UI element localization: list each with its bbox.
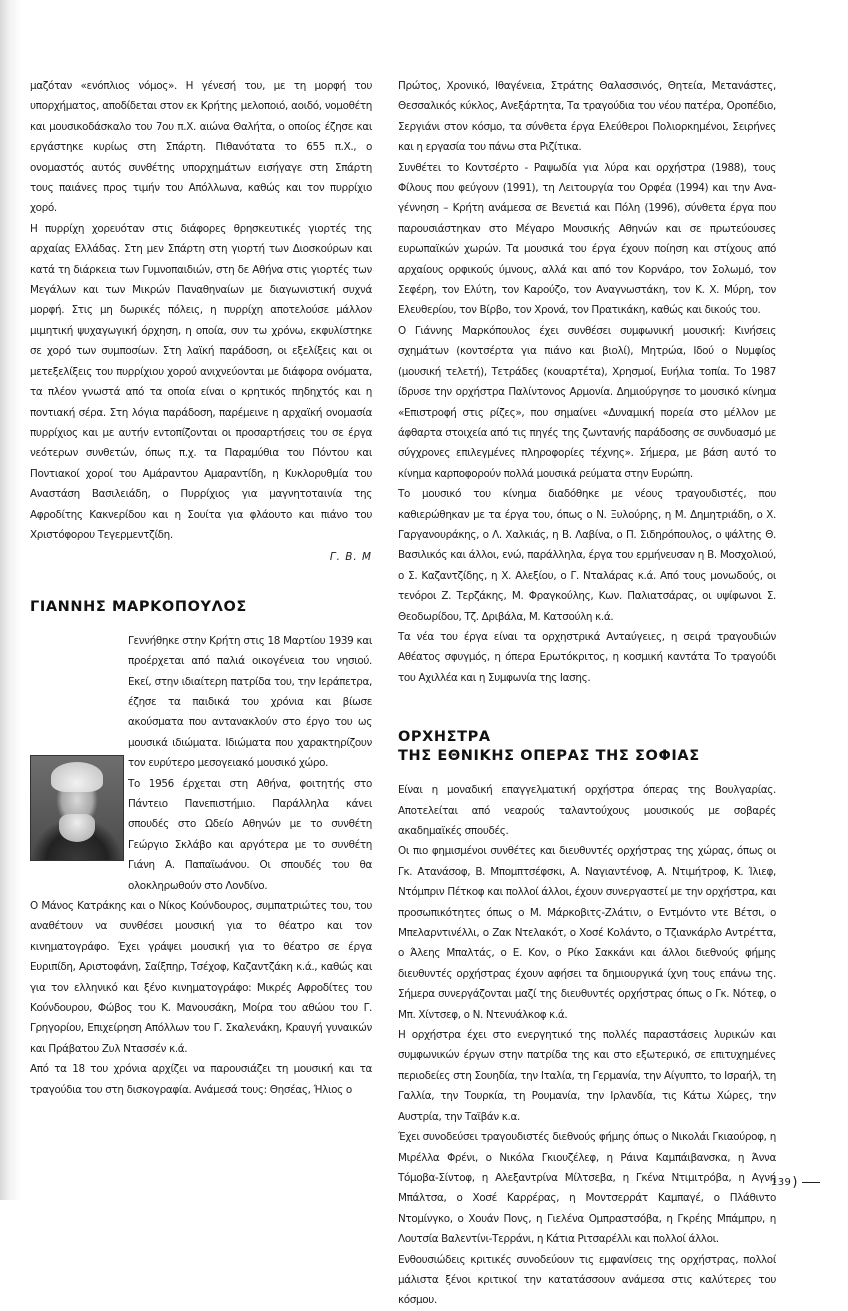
orchestra-paragraph-1: Είναι η μοναδική επαγγελματική ορχήστρα όπερας της Βουλγαρίας. Αποτελείται από νεαρούς ταλαντούχους μουσικούς με σοβαρές ακαδημαϊκές σπουδές. (398, 784, 776, 837)
page-number-text: 139 (770, 1177, 792, 1188)
markopoulos-paragraph-3: Ο Μάνος Κατράκης και ο Νίκος Κούνδουρος, συμπατριώτες του, του αναθέτουν να συνθέσει μουσική για το θέατρο και τον κινηματογράφο. Έχει γράψει μουσική για το θέατρο σε έργα Ευριπίδη, Αριστοφάνη, Σαίξπηρ, Τσέχοφ, Καζαντζάκη κ.ά., καθώς και για τον ελληνικό και ξένο κινηματογράφο: Μικρές Αφροδίτες του Κούνδουρου, Φώβος του Κ. Μανουσάκη, Μοίρα του αθώου του Γ. Γρηγορίου, Επιχείρηση Απόλλων του Γ. Σκαλενάκη, Κραυγή γυναικών και Πράβατου Ζυλ Ντασσέν κ.ά. (30, 900, 372, 1055)
right-column (398, 76, 776, 1311)
page-number-bracket: ) (792, 1175, 798, 1190)
biography-block (30, 631, 372, 896)
intro-paragraph-1: μαζόταν «ενόπλιος νόμος». Η γένεσή του, με τη μορφή του υπορχήματος, αποδίδεται στον εκ Κρήτης μελοποιό, αοιδό, νομοθέτη και μουσικοδάσκαλο του 7ου π.Χ. αιώνα Θαλήτα, ο οποίος έζησε και εργάστηκε κυρίως στη Σπάρτη. Πιθανότατα το 655 π.Χ., ο ονομαστός αυτός συνθέτης υπορχημάτων εισήγαγε στη Σπάρτη τους παιάνες προς τιμήν του Απόλλωνα, καθώς και τον πυρρίχιο χορό. (30, 80, 372, 215)
orchestra-paragraph-3: Η ορχήστρα έχει στο ενεργητικό της πολλές παραστάσεις λυρικών και συμφωνικών έργων στην πατρίδα της και στο εξωτερικό, σε επιτυχημένες περιοδείες στη Σουηδία, την Ιταλία, τη Γερμανία, την Αίγυπτο, το Ισραήλ, τη Γαλλία, την Τουρκία, τη Ρουμανία, την Ιρλανδία, τις Κάτω Χώρες, την Αυστρία, την Ταϊβάν κ.α. (398, 1029, 776, 1123)
orchestra-paragraph-2: Οι πιο φημισμένοι συνθέτες και διευθυντές ορχήστρας της χώρας, όπως οι Γκ. Ατανάσοφ, Β. Μπομπτσέφσκι, Α. Ναγιαντένοφ, Α. Ντιμήτροφ, Κ. Ίλιεφ, Ντόμπριν Πέτκοφ και πολλοί άλλοι, έχουν συνεργαστεί με την ορχήστρα, και προσωπικότητες όπως ο Μ. Μάρκοβιτς-Ζλάτιν, ο Εντμόντο ντε Βέτσι, ο Μπελαρντινέλλι, ο Ζακ Ντελακότ, ο Χοσέ Κολάντο, ο Τζιανκάρλο Αντρέττα, ο Άλεης Μπαλτάς, ο Ε. Κον, ο Ρίκο Σακκάνι και άλλοι διεθνούς φήμης διευθυντές ορχήστρας έχουν αφήσει τα δημιουργικά ίχνη τους επάνω της. Σήμερα συνεργάζονται μαζί της διευθυντές ορχήστρας όπως ο Γκ. Νότεφ, ο Μπ. Χίντσεφ, ο Ν. Ντενυάλκοφ κ.ά. (398, 845, 776, 1021)
section-title-markopoulos: ΓΙΑΝΝΗΣ ΜΑΡΚΟΠΟΥΛΟΣ (30, 598, 247, 615)
orchestra-paragraph-5: Ενθουσιώδεις κριτικές συνοδεύουν τις εμφανίσεις της ορχήστρας, πολλοί μάλιστα ξένοι κριτικοί την κατατάσσουν ανάμεσα στις καλύτερες του κόσμου. (398, 1253, 776, 1307)
orchestra-section-heading (398, 728, 776, 766)
biography-text (128, 631, 372, 896)
compositions-paragraph: Συνθέτει το Κοντσέρτο - Ραψωδία για λύρα και ορχήστρα (1988), τους Φίλους που φεύγουν (1991), τη Λειτουργία του Ορφέα (1994) και την Ανα-γέννηση – Κρήτη ανάμεσα σε Βενετιά και Πόλη (1996), σύνθετα έργα που παρουσιάστηκαν στο Μέγαρο Μουσικής Αθηνών και σε πρωτεύουσες ευρωπαϊκών χωρών. Τα μουσικά του έργα έχουν ποίηση και στίχους από αρχαίους ορφικούς ύμνους, αλλά και από τον Κορνάρο, τον Σολωμό, τον Σεφέρη, τον Ελύτη, τον Καρούζο, τον Αναγνωστάκη, τον Κ. Χ. Μύρη, τον Ελευθερίου, τον Βίρβο, τον Χρονά, τον Πρατικάκη, καθώς και δικούς του. (398, 161, 776, 317)
orchestra-paragraph-4: Έχει συνοδεύσει τραγουδιστές διεθνούς φήμης όπως ο Νικολάι Γκιαούροφ, η Μιρέλλα Φρένι, ο Νικόλα Γκιουζέλεφ, η Ράινα Καμπάιβανσκα, η Άννα Τόμοβα-Σίντοφ, η Αλεξαντρίνα Μίλτσεβα, η Γκένα Ντιμιτρόβα, η Αγνή Μπάλτσα, ο Χοσέ Καρρέρας, η Μοντσερράτ Καμπαγέ, ο Πλάθιντο Ντομίνγκο, ο Χουάν Πονς, η Γιελένα Ομπραστσόβα, η Γκρέης Μπάμπρυ, η Λουτσία Βαλεντίνι-Τερράνι, η Κάτια Ριτσαρέλλι και πολλοί άλλοι. (398, 1131, 776, 1246)
bio-paragraph-1: Γεννήθηκε στην Κρήτη στις 18 Μαρτίου 1939 και προέρχεται από παλιά οικογένεια του νησιού. Εκεί, στην ιδιαίτερη πατρίδα του, την Ιεράπετρα, έζησε τα παιδικά του χρόνια και βίωσε ακούσματα που αντανακλούν στο έργο του ως μουσικά ιδιώματα. Ιδιώματα που χαρακτηρίζουν τον ευρύτερο μεσογειακό μουσικό χώρο. (128, 634, 372, 770)
singers-paragraph: Το μουσικό του κίνημα διαδόθηκε με νέους τραγουδιστές, που καθιερώθηκαν με τα έργα του, όπως ο Ν. Ξυλούρης, η Μ. Δημητριάδη, ο Χ. Γαργανουράκης, ο Λ. Χαλκιάς, η Β. Λαβίνα, ο Π. Σιδηρόπουλος, ο ψάλτης Θ. Βασιλικός και άλλοι, ενώ, παράλληλα, έργα του ερμήνευσαν η Β. Μοσχολιού, ο Σ. Καζαντζίδης, η Χ. Αλεξίου, ο Γ. Νταλάρας κ.ά. Από τους μονωδούς, οι τενόροι Ζ. Τερζάκης, Μ. Φραγκούλης, Κων. Παλιατσάρας, οι υψίφωνοι Σ. Θεοδωρίδου, Τζ. Δριβάλα, Μ. Κατσούλη κ.ά. (398, 488, 776, 623)
markopoulos-paragraph-4: Από τα 18 του χρόνια αρχίζει να παρουσιάζει τη μουσική και τα τραγούδια του στη δισκογραφία. Ανάμεσά τους: Θησέας, Ήλιος ο (30, 1063, 372, 1096)
discography-paragraph: Πρώτος, Χρονικό, Ιθαγένεια, Στράτης Θαλασσινός, Θητεία, Μετανάστες, Θεσσαλικός κύκλος, Ανεξάρτητα, Τα τραγούδια του νέου πατέρα, Οροπέδιο, Σεργιάνι στον κόσμο, τα σύνθετα έργα Ελεύθεροι Πολιορκημένοι, Σειρήνες και η εργασία του πάνω στα Ριζίτικα. (398, 80, 776, 154)
bio-paragraph-2: Το 1956 έρχεται στη Αθήνα, φοιτητής στο Πάντειο Πανεπιστήμιο. Παράλληλα κάνει σπουδές στο Ωδείο Αθηνών με το συνθέτη Γεώργιο Σκλάβο και αργότερα με το συνθέτη Γιάνη Α. Παπαϊωάνου. Οι σπουδές του θα ολοκληρωθούν στο Λονδίνο. (128, 777, 372, 892)
section-title-orchestra-line2: ΤΗΣ ΕΘΝΙΚΗΣ ΟΠΕΡΑΣ ΤΗΣ ΣΟΦΙΑΣ (398, 748, 700, 765)
symphonic-paragraph: Ο Γιάννης Μαρκόπουλος έχει συνθέσει συμφωνική μουσική: Κινήσεις σχημάτων (κοντσέρτα για πιάνο και βιολί), Μητρώα, Ιδού ο Νυμφίος (μουσική τελετή), Τετράδες (κουαρτέτα), Χρησμοί, Ευήλια τοπία. Το 1987 ίδρυσε την ορχήστρα Παλίντονος Αρμονία. Δημιούργησε το μουσικό κίνημα «Επιστροφή στις ρίζες», που σημαίνει «Δυναμική πορεία στο μέλλον με άφθαρτα στοιχεία από τις πηγές της ζωντανής παράδοσης σε συνδυασμό με σύγχρονες επιλεγμένες πληροφορίες τέχνης». Σήμερα, με βάση αυτό το κίνημα καρποφορούν πολλά μουσικά ρεύματα στην Ευρώπη. (398, 324, 776, 480)
page-number-rule (802, 1182, 820, 1183)
author-signature: Γ. Β. Μ (329, 551, 372, 564)
left-column (30, 76, 372, 1100)
page-number (771, 1175, 820, 1190)
portrait-photo (30, 755, 124, 861)
section-title-orchestra-line1: ΟΡΧΗΣΤΡΑ (398, 729, 491, 746)
new-works-paragraph: Τα νέα του έργα είναι τα ορχηστρικά Ανταύγειες, η σειρά τραγουδιών Αθέατος σφυγμός, η όπερα Ερωτόκριτος, η κοσμική καντάτα Το τραγούδι του Αχιλλέα και η Συμφωνία της Ιασης. (398, 630, 776, 684)
intro-paragraph-2: Η πυρρίχη χορευόταν στις διάφορες θρησκευτικές γιορτές της αρχαίας Ελλάδας. Στη μεν Σπάρτη στη γιορτή των Διοσκούρων και κατά τη διάρκεια των Γυμνοπαιδιών, στη δε Αθήνα στις γιορτές των Μεγάλων και των Μικρών Παναθηναίων με διαγωνιστική συχνά μορφή. Στις μη δωρικές πόλεις, η πυρρίχη αποτελούσε μάλλον μιμητική ψυχαγωγική όρχηση, η οποία, συν τω χρόνω, εκφυλίστηκε σε χορό των συμποσίων. Στη λαϊκή παράδοση, οι εξελίξεις και οι μετεξελίξεις του πυρρίχιου χορού ανιχνεύονται με διάφορα ονόματα, τα πλέον γνωστά από τα οποία είναι ο κρητικός πηδηχτός και η ποντιακή σέρα. Στη λόγια παράδοση, παρέμεινε η αρχαϊκή ονομασία πυρρίχιος και με αυτήν εντοπίζονται οι προσαρτήσεις του σε έργα νεότερων συνθετών, όπως π.χ. τα Παραμύθια του Πόντου και Ποντιακοί χοροί του Αμάραντου Αμαραντίδη, η Κυκλορυθμία του Αναστάση Βασιλειάδη, ο Πυρρίχιος για μαγνητοταινία της Αφροδίτης Κακνερίδου και η Σουίτα για φλάουτο και πιάνο του Χριστόφορου Τεγερμεντζίδη. (30, 222, 372, 541)
